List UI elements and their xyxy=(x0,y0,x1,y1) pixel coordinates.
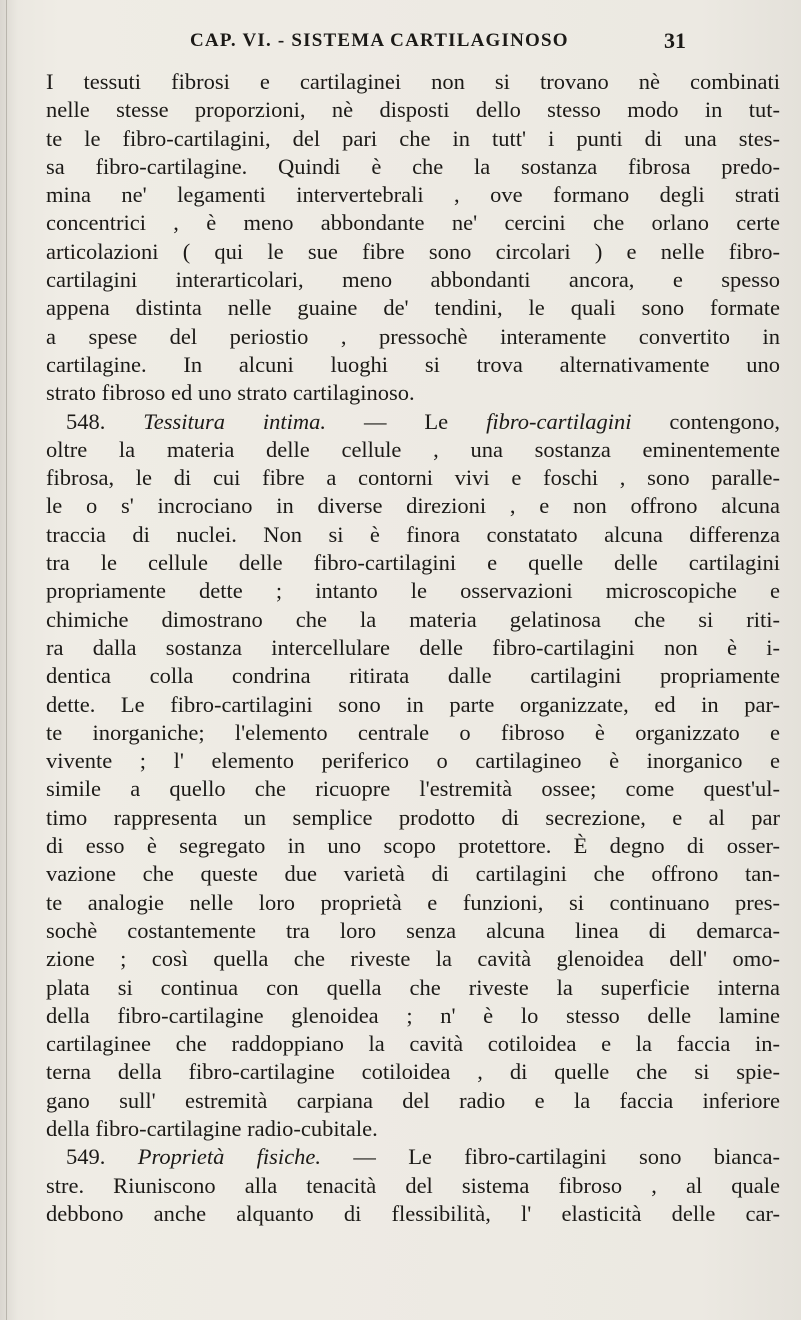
binding-edge xyxy=(6,0,7,1320)
line-text: concentrici , è meno abbondante ne' cercini che orlano certe xyxy=(46,210,780,236)
line-text: di esso è segregato in uno scopo protettore. È degno di osser- xyxy=(46,833,780,859)
text-line xyxy=(46,804,780,832)
text-line xyxy=(46,974,780,1002)
line-text: appena distinta nelle guaine de' tendini, le quali sono formate xyxy=(46,295,780,321)
text-line xyxy=(46,96,780,124)
line-text: sochè costantemente tra loro senza alcuna linea di demarca- xyxy=(46,917,780,943)
line-text: fibrosa, le di cui fibre a contorni vivi e foschi , sono paralle- xyxy=(46,465,780,491)
text-line xyxy=(46,125,780,153)
text-line xyxy=(46,1087,780,1115)
text-line xyxy=(46,747,780,775)
line-text: ra dalla sostanza intercellulare delle fibro-cartilagini non è i- xyxy=(46,634,780,660)
text-line xyxy=(46,492,780,520)
page-number: 31 xyxy=(664,28,686,53)
text-line xyxy=(46,1058,780,1086)
text-line xyxy=(46,719,780,747)
text-line xyxy=(46,209,780,237)
text-line xyxy=(46,1200,780,1228)
text-line xyxy=(46,181,780,209)
section-heading: Tessitura intima. xyxy=(143,408,327,434)
text-line xyxy=(46,1143,780,1171)
italic-term: fibro-cartilagini xyxy=(486,408,632,434)
page-header xyxy=(0,30,801,66)
text-line xyxy=(46,889,780,917)
line-text: te inorganiche; l'elemento centrale o fibroso è organizzato e xyxy=(46,719,780,745)
line-text: della fibro-cartilagine glenoidea ; n' è lo stesso delle lamine xyxy=(46,1002,780,1028)
text-line xyxy=(46,436,780,464)
text-line xyxy=(46,1030,780,1058)
text-line xyxy=(46,775,780,803)
paragraph-number: 548. xyxy=(66,408,106,434)
line-text: cartilagine. In alcuni luoghi si trova alternativamente uno xyxy=(46,351,780,377)
line-text: propriamente dette ; intanto le osservazioni microscopiche e xyxy=(46,578,780,604)
text-line xyxy=(46,860,780,888)
text-line xyxy=(46,294,780,322)
text-line xyxy=(46,1172,780,1200)
line-text: debbono anche alquanto di flessibilità, l' elasticità delle car- xyxy=(46,1200,780,1226)
line-text: Le fibro-cartilagini sono bianca- xyxy=(408,1144,781,1170)
line-text: dette. Le fibro-cartilagini sono in parte organizzate, ed in par- xyxy=(46,691,780,717)
line-text: I tessuti fibrosi e cartilaginei non si trovano nè combinati xyxy=(46,69,780,94)
line-text: te analogie nelle loro proprietà e funzioni, si continuano pres- xyxy=(46,889,780,915)
line-text: te le fibro-cartilagini, del pari che in tutt' i punti di una stes- xyxy=(46,125,780,151)
line-text: cartilagini interarticolari, meno abbondanti ancora, e spesso xyxy=(46,267,780,293)
text-line xyxy=(46,68,780,96)
line-text: chimiche dimostrano che la materia gelatinosa che si riti- xyxy=(46,606,780,632)
section-heading: Proprietà fisiche. xyxy=(137,1144,322,1170)
line-text: vazione che queste due varietà di cartilagini che offrono tan- xyxy=(46,861,780,887)
text-line xyxy=(46,549,780,577)
text-line xyxy=(46,662,780,690)
text-line xyxy=(46,521,780,549)
line-text: contengono, xyxy=(631,408,781,434)
line-text: della fibro-cartilagine radio-cubitale. xyxy=(46,1115,378,1141)
line-text: traccia di nuclei. Non si è finora constatato alcuna differenza xyxy=(46,521,780,547)
text-line xyxy=(46,577,780,605)
line-text: mina ne' legamenti intervertebrali , ove formano degli strati xyxy=(46,182,780,208)
text-line xyxy=(46,153,780,181)
line-text: stre. Riuniscono alla tenacità del sistema fibroso , al quale xyxy=(46,1172,780,1198)
line-text: articolazioni ( qui le sue fibre sono circolari ) e nelle fibro- xyxy=(46,238,780,264)
line-text: simile a quello che ricuopre l'estremità ossee; come quest'ul- xyxy=(46,776,780,802)
line-text: sa fibro-cartilagine. Quindi è che la sostanza fibrosa predo- xyxy=(46,153,780,179)
heading-separator: — Le xyxy=(326,408,487,434)
line-text: strato fibroso ed uno strato cartilaginoso. xyxy=(46,380,415,406)
line-text: tra le cellule delle fibro-cartilagini e quelle delle cartilagini xyxy=(46,550,780,576)
text-line xyxy=(46,832,780,860)
line-text: terna della fibro-cartilagine cotiloidea , di quelle che si spie- xyxy=(46,1059,780,1085)
line-text: plata si continua con quella che riveste la superficie interna xyxy=(46,974,780,1000)
heading-separator: — xyxy=(321,1144,409,1170)
line-text: dentica colla condrina ritirata dalle cartilagini propriamente xyxy=(46,663,780,689)
line-text: gano sull' estremità carpiana del radio e la faccia inferiore xyxy=(46,1087,780,1113)
line-text: zione ; così quella che riveste la cavità glenoidea dell' omo- xyxy=(46,946,780,972)
text-line xyxy=(46,351,780,379)
line-text: oltre la materia delle cellule , una sostanza eminentemente xyxy=(46,436,780,462)
text-line xyxy=(46,945,780,973)
text-line xyxy=(46,917,780,945)
line-text: timo rappresenta un semplice prodotto di secrezione, e al par xyxy=(46,804,780,830)
line-text: vivente ; l' elemento periferico o cartilagineo è inorganico e xyxy=(46,748,780,774)
line-text: cartilaginee che raddoppiano la cavità cotiloidea e la faccia in- xyxy=(46,1031,780,1057)
text-line xyxy=(46,238,780,266)
text-line xyxy=(46,1002,780,1030)
text-line xyxy=(46,1115,780,1143)
text-line xyxy=(46,634,780,662)
line-text: le o s' incrociano in diverse direzioni , e non offrono alcuna xyxy=(46,493,780,519)
text-line xyxy=(46,408,780,436)
body-text xyxy=(46,68,780,1228)
text-line xyxy=(46,464,780,492)
text-line xyxy=(46,606,780,634)
line-text: nelle stesse proporzioni, nè disposti dello stesso modo in tut- xyxy=(46,97,780,123)
running-title: CAP. VI. - SISTEMA CARTILAGINOSO xyxy=(190,30,569,51)
text-line xyxy=(46,691,780,719)
text-line xyxy=(46,266,780,294)
text-line xyxy=(46,323,780,351)
text-line xyxy=(46,379,780,407)
paragraph-number: 549. xyxy=(66,1144,106,1170)
line-text: a spese del periostio , pressochè interamente convertito in xyxy=(46,323,780,349)
